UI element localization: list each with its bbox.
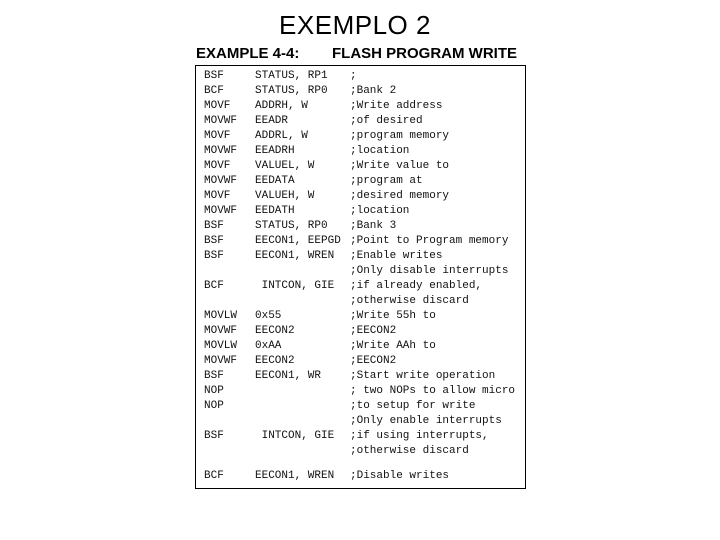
code-arg: EECON1, WREN [255, 470, 335, 482]
code-comment: ;Point to Program memory [350, 235, 509, 247]
code-op: BSF [204, 235, 224, 247]
code-op: MOVWF [204, 355, 238, 367]
code-arg: EEDATH [255, 205, 295, 217]
code-op: MOVF [204, 100, 231, 112]
code-line [196, 204, 525, 218]
code-comment: ; two NOPs to allow micro [350, 385, 516, 397]
code-arg: EEADRH [255, 145, 295, 157]
code-op: MOVF [204, 190, 231, 202]
code-op: BSF [204, 70, 224, 82]
code-op: MOVLW [204, 310, 238, 322]
code-arg: STATUS, RP0 [255, 220, 328, 232]
code-op: MOVWF [204, 325, 238, 337]
code-comment: ;Enable writes [350, 250, 443, 262]
code-line [196, 414, 525, 428]
code-arg: EECON1, WREN [255, 250, 335, 262]
code-line [196, 429, 525, 443]
code-op: BSF [204, 370, 224, 382]
code-line [196, 469, 525, 483]
code-comment: ;otherwise discard [350, 445, 469, 457]
code-arg: EECON2 [255, 355, 295, 367]
code-arg: EECON2 [255, 325, 295, 337]
code-line [196, 309, 525, 323]
code-arg: STATUS, RP0 [255, 85, 328, 97]
code-comment: ;location [350, 145, 410, 157]
code-comment: ;if using interrupts, [350, 430, 489, 442]
code-comment: ;Bank 2 [350, 85, 397, 97]
code-comment: ;Write AAh to [350, 340, 436, 352]
code-op: NOP [204, 385, 224, 397]
code-arg: STATUS, RP1 [255, 70, 328, 82]
code-arg: 0x55 [255, 310, 282, 322]
code-comment: ;otherwise discard [350, 295, 469, 307]
code-line [196, 294, 525, 308]
code-line [196, 174, 525, 188]
code-op: BCF [204, 85, 224, 97]
example-name: FLASH PROGRAM WRITE [332, 45, 517, 62]
code-op: BCF [204, 280, 224, 292]
code-op: MOVWF [204, 145, 238, 157]
code-arg: VALUEH, W [255, 190, 315, 202]
code-arg: INTCON, GIE [255, 430, 335, 442]
code-op: BCF [204, 470, 224, 482]
code-comment: ;location [350, 205, 410, 217]
code-comment: ;of desired [350, 115, 423, 127]
code-op: BSF [204, 430, 224, 442]
code-line [196, 114, 525, 128]
code-comment: ; [350, 70, 357, 82]
code-comment: ;Write value to [350, 160, 450, 172]
code-listing [195, 65, 526, 489]
code-line [196, 399, 525, 413]
code-arg: 0xAA [255, 340, 282, 352]
code-op: MOVF [204, 160, 231, 172]
code-comment: ;Only enable interrupts [350, 415, 502, 427]
code-arg: VALUEL, W [255, 160, 315, 172]
code-line [196, 279, 525, 293]
code-line [196, 129, 525, 143]
code-line [196, 444, 525, 458]
code-comment: ;program memory [350, 130, 450, 142]
code-line [196, 99, 525, 113]
code-comment: ;desired memory [350, 190, 450, 202]
code-op: MOVWF [204, 205, 238, 217]
code-line [196, 384, 525, 398]
code-line [196, 339, 525, 353]
code-comment: ;Only disable interrupts [350, 265, 509, 277]
code-op: BSF [204, 220, 224, 232]
example-label: EXAMPLE 4-4: [196, 45, 300, 62]
code-line [196, 324, 525, 338]
code-comment: ;Write address [350, 100, 443, 112]
code-comment: ;to setup for write [350, 400, 476, 412]
code-op: MOVF [204, 130, 231, 142]
code-arg: ADDRL, W [255, 130, 308, 142]
code-op: MOVWF [204, 115, 238, 127]
code-line [196, 354, 525, 368]
code-line [196, 369, 525, 383]
code-line [196, 159, 525, 173]
code-arg: EECON1, WR [255, 370, 322, 382]
slide-title: EXEMPLO 2 [279, 10, 431, 40]
code-comment: ;EECON2 [350, 355, 397, 367]
code-line [196, 264, 525, 278]
code-line [196, 144, 525, 158]
code-comment: ;Disable writes [350, 470, 450, 482]
code-comment: ;Write 55h to [350, 310, 436, 322]
code-op: BSF [204, 250, 224, 262]
code-line [196, 189, 525, 203]
code-line [196, 84, 525, 98]
code-comment: ;if already enabled, [350, 280, 483, 292]
code-comment: ;Start write operation [350, 370, 496, 382]
code-line [196, 249, 525, 263]
code-arg: EECON1, EEPGD [255, 235, 341, 247]
code-comment: ;EECON2 [350, 325, 397, 337]
code-line [196, 69, 525, 83]
code-line [196, 219, 525, 233]
code-comment: ;program at [350, 175, 423, 187]
code-arg: INTCON, GIE [255, 280, 335, 292]
code-arg: EEDATA [255, 175, 295, 187]
code-arg: EEADR [255, 115, 289, 127]
code-arg: ADDRH, W [255, 100, 308, 112]
code-comment: ;Bank 3 [350, 220, 397, 232]
code-op: MOVLW [204, 340, 238, 352]
code-op: NOP [204, 400, 224, 412]
code-op: MOVWF [204, 175, 238, 187]
code-line [196, 234, 525, 248]
